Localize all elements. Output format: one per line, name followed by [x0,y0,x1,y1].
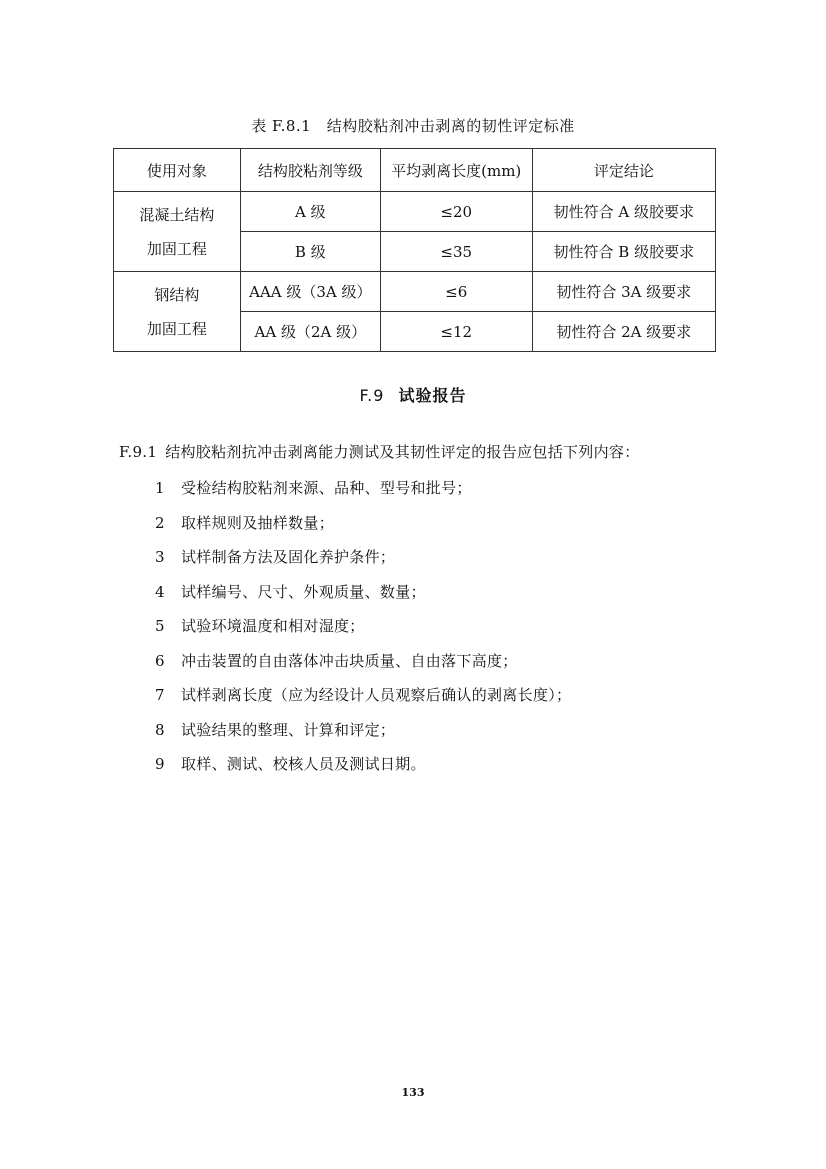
item-number: 3 [155,548,165,566]
grade-cell: A 级 [240,192,380,232]
item-text: 试样编号、尺寸、外观质量、数量； [181,582,426,601]
object-concrete [114,192,241,272]
header-object: 使用对象 [114,149,241,192]
grade-cell: AA 级（2A 级） [240,312,380,352]
list-item [155,473,571,508]
length-cell: ≤6 [380,272,532,312]
object-line: 加固工程 [146,319,207,338]
item-text: 取样、测试、校核人员及测试日期。 [181,755,426,773]
table-header-row [114,149,716,192]
conclusion-cell: 韧性符合 B 级胶要求 [532,232,715,272]
item-number: 8 [155,720,165,739]
list-item [155,508,571,543]
item-number: 9 [155,755,165,773]
object-steel [114,272,241,352]
length-cell: ≤20 [380,192,532,232]
list-item [155,749,571,784]
list-item [155,646,571,681]
conclusion-cell: 韧性符合 3A 级要求 [532,272,715,312]
conclusion-cell: 韧性符合 A 级胶要求 [532,192,715,232]
list-item [155,577,571,612]
object-line: 加固工程 [146,239,207,258]
clause-number: F.9.1 [119,443,158,461]
object-line: 混凝土结构 [139,205,215,224]
toughness-criteria-table [113,148,716,352]
item-number: 7 [155,686,165,704]
table-row [114,192,716,232]
conclusion-cell: 韧性符合 2A 级要求 [532,312,715,352]
length-cell: ≤35 [380,232,532,272]
item-text: 试样剥离长度（应为经设计人员观察后确认的剥离长度）； [181,686,572,704]
item-number: 4 [155,582,165,601]
item-number: 5 [155,617,165,635]
item-number: 1 [155,479,165,497]
item-text: 取样规则及抽样数量； [181,513,335,532]
item-text: 试样制备方法及固化养护条件； [181,548,396,566]
item-text: 试验环境温度和相对湿度； [181,617,365,635]
table-row [114,272,716,312]
section-title: 试验报告 [398,386,467,405]
item-text: 受检结构胶粘剂来源、品种、型号和批号； [181,479,472,497]
section-heading [0,383,826,406]
section-number: F.9 [359,386,385,405]
grade-cell: B 级 [240,232,380,272]
item-text: 冲击装置的自由落体冲击块质量、自由落下高度； [181,651,518,670]
header-grade: 结构胶粘剂等级 [240,149,380,192]
clause-paragraph [119,441,640,462]
item-number: 6 [155,651,165,670]
list-item [155,542,571,577]
grade-cell: AAA 级（3A 级） [240,272,380,312]
list-item [155,611,571,646]
list-item [155,715,571,750]
clause-text: 结构胶粘剂抗冲击剥离能力测试及其韧性评定的报告应包括下列内容： [165,443,640,461]
table-caption: 表 F.8.1 结构胶粘剂冲击剥离的韧性评定标准 [251,117,575,135]
header-length: 平均剥离长度(mm) [380,149,532,192]
length-cell: ≤12 [380,312,532,352]
list-item [155,680,571,715]
report-items-list [155,473,571,784]
item-number: 2 [155,513,165,532]
header-conclusion: 评定结论 [532,149,715,192]
item-text: 试验结果的整理、计算和评定； [181,720,396,739]
page-number: 133 [401,1086,425,1099]
object-line: 钢结构 [154,285,200,304]
